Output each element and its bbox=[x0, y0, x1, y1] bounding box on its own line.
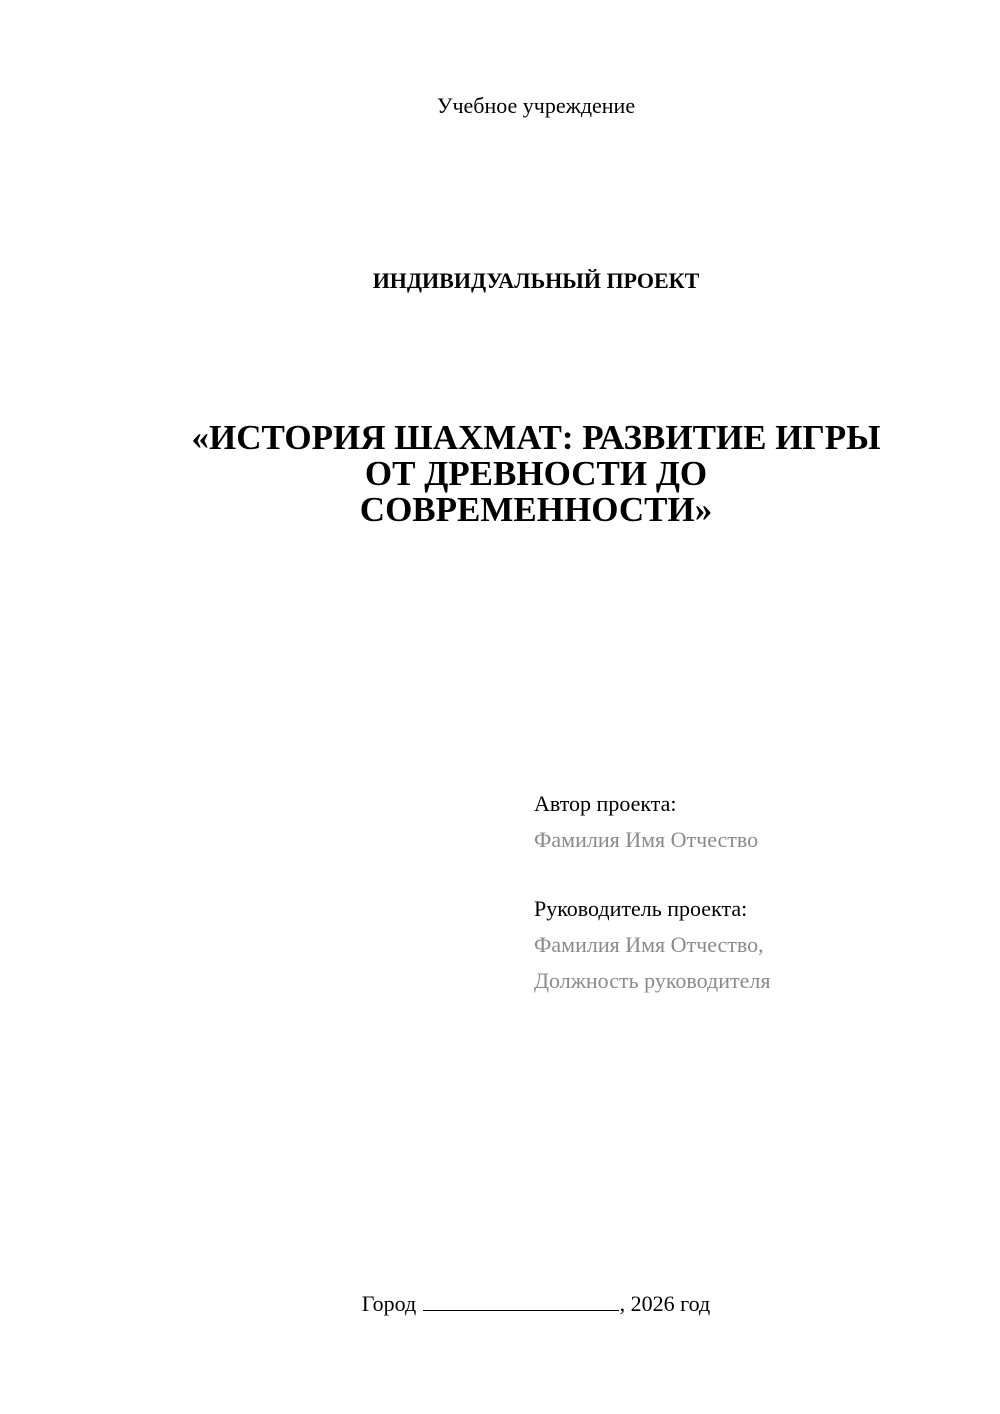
supervisor-name: Фамилия Имя Отчество, bbox=[534, 932, 764, 957]
city-label: Город bbox=[361, 1291, 417, 1316]
project-title-line-1: «ИСТОРИЯ ШАХМАТ: РАЗВИТИЕ ИГРЫ bbox=[191, 418, 881, 457]
supervisor-label: Руководитель проекта: bbox=[534, 896, 748, 921]
project-title-line-2: ОТ ДРЕВНОСТИ ДО bbox=[364, 454, 708, 493]
author-name: Фамилия Имя Отчество bbox=[534, 827, 759, 852]
project-title bbox=[150, 420, 922, 528]
author-block bbox=[534, 786, 758, 858]
institution-name: Учебное учреждение bbox=[436, 93, 636, 118]
year-text: , 2026 год bbox=[619, 1291, 711, 1316]
supervisor-position: Должность руководителя bbox=[534, 968, 771, 993]
project-title-line-3: СОВРЕМЕННОСТИ» bbox=[359, 490, 713, 529]
city-year-line bbox=[0, 1288, 1000, 1320]
document-type: ИНДИВИДУАЛЬНЫЙ ПРОЕКТ bbox=[372, 268, 700, 293]
author-label: Автор проекта: bbox=[534, 791, 677, 816]
supervisor-block bbox=[534, 891, 770, 999]
city-blank-line bbox=[423, 1288, 619, 1311]
